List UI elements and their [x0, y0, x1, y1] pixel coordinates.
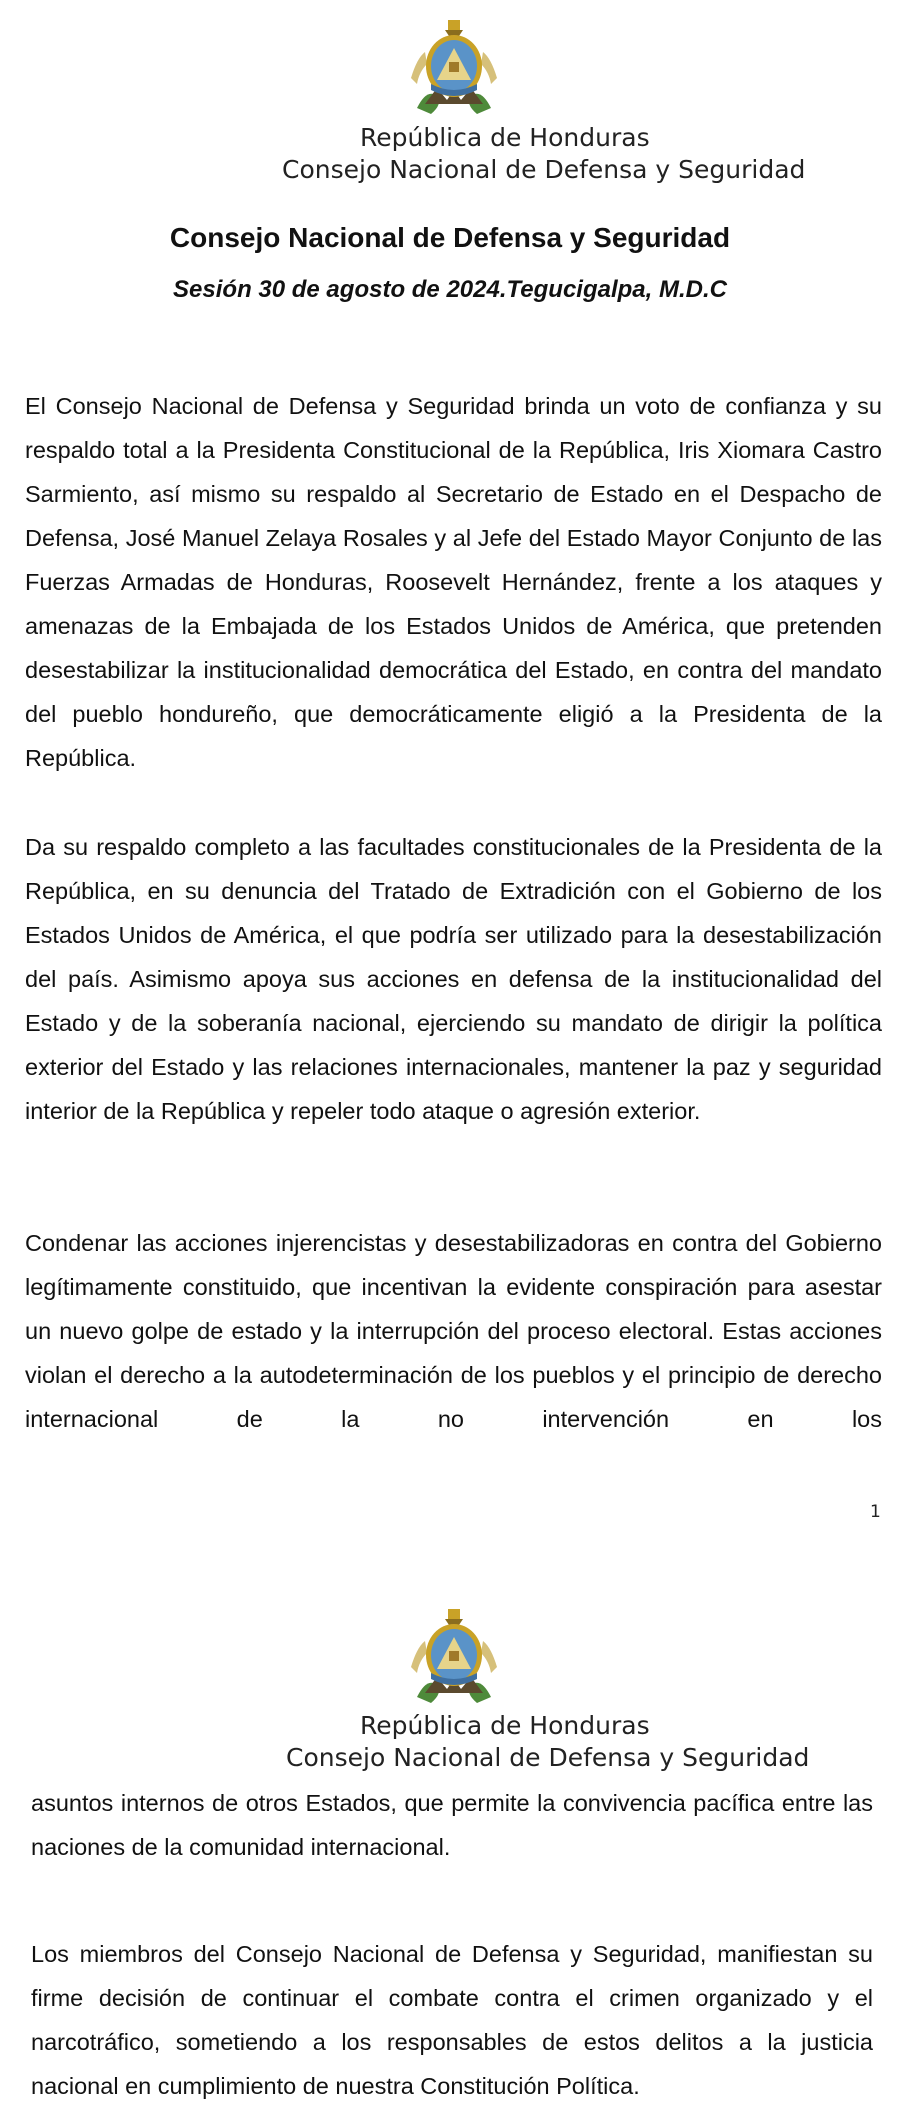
coat-of-arms-icon [407, 1607, 501, 1711]
document-subtitle: Sesión 30 de agosto de 2024.Tegucigalpa, M.D.C [173, 276, 727, 303]
header-country: República de Honduras [360, 123, 650, 152]
document-title: Consejo Nacional de Defensa y Seguridad [169, 222, 731, 253]
paragraph-4: asuntos internos de otros Estados, que permite la convivencia pacífica entre las naciones de la comunidad internacional. [31, 1790, 873, 1860]
header-council: Consejo Nacional de Defensa y Seguridad [282, 155, 806, 184]
paragraph-2: Da su respaldo completo a las facultades constitucionales de la Presidenta de la República, en su denuncia del Tratado de Extradición con el Gobierno de los Estados Unidos de América, el que podría ser utilizado para la desestabilización del país. Asimismo apoya sus acciones en defensa de la institucionalidad del Estado y de la soberanía nacional, ejerciendo su mandato de dirigir la política exterior del Estado y las relaciones internacionales, mantener la paz y seguridad interior de la República y repeler todo ataque o agresión exterior. [25, 834, 882, 1124]
page-number: 1 [870, 1502, 881, 1522]
coat-of-arms-icon [407, 18, 501, 122]
paragraph-3: Condenar las acciones injerencistas y desestabilizadoras en contra del Gobierno legítimamente constituido, que incentivan la evidente conspiración para asestar un nuevo golpe de estado y la interrupción del proceso electoral. Estas acciones violan el derecho a la autodeterminación de los pueblos y el principio de derecho internacional de la no intervención en los [25, 1230, 882, 1432]
header-country: República de Honduras [360, 1711, 650, 1740]
page-2 [0, 1545, 900, 2111]
paragraph-1: El Consejo Nacional de Defensa y Seguridad brinda un voto de confianza y su respaldo total a la Presidenta Constitucional de la República, Iris Xiomara Castro Sarmiento, así mismo su respaldo al Secretario de Estado en el Despacho de Defensa, José Manuel Zelaya Rosales y al Jefe del Estado Mayor Conjunto de las Fuerzas Armadas de Honduras, Roosevelt Hernández, frente a los ataques y amenazas de la Embajada de los Estados Unidos de América, que pretenden desestabilizar la institucionalidad democrática del Estado, en contra del mandato del pueblo hondureño, que democráticamente eligió a la Presidenta de la República. [25, 393, 882, 771]
paragraph-5: Los miembros del Consejo Nacional de Defensa y Seguridad, manifiestan su firme decisión de continuar el combate contra el crimen organizado y el narcotráfico, sometiendo a los responsables de estos delitos a la justicia nacional en cumplimiento de nuestra Constitución Política. [31, 1941, 873, 2099]
header-council: Consejo Nacional de Defensa y Seguridad [286, 1743, 810, 1772]
